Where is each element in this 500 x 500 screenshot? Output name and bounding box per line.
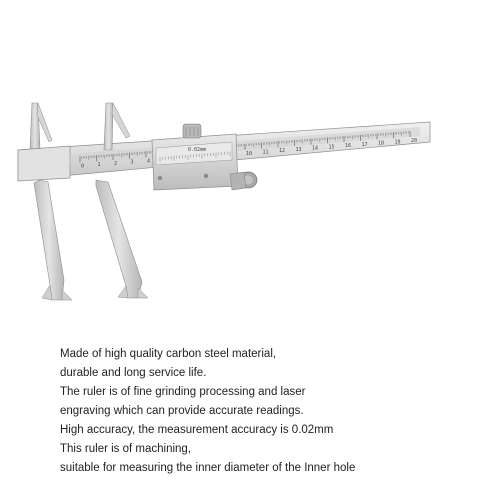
scale-number: 14 [312, 145, 319, 152]
description-line: engraving which can provide accurate readings. [60, 405, 304, 417]
scale-number: 20 [411, 138, 418, 144]
sliding-jaw [96, 103, 257, 298]
scale-number: 2 [114, 160, 118, 167]
scale-number: 11 [262, 149, 269, 156]
description-line: The ruler is of fine grinding processing and laser [60, 386, 306, 398]
description-line: Made of high quality carbon steel material, [60, 348, 277, 360]
description-line: High accuracy, the measurement accuracy is 0.02mm [60, 424, 334, 436]
scale-number: 16 [345, 143, 352, 150]
product-description [60, 345, 480, 478]
scale-number: 1 [97, 162, 101, 169]
description-line: durable and long service life. [60, 367, 207, 379]
scale-number: 4 [147, 158, 151, 165]
description-line: This ruler is of machining, [60, 443, 192, 455]
scale-number: 10 [246, 150, 253, 157]
vernier-label: 0.02mm [188, 147, 207, 153]
scale-number: 0 [81, 163, 85, 170]
description-line: suitable for measuring the inner diameter of the Inner hole [60, 462, 356, 474]
fixed-jaw [30, 103, 72, 300]
scale-number: 19 [394, 139, 401, 146]
scale-number: 15 [328, 144, 335, 151]
scale-number: 12 [279, 148, 286, 155]
scale-number: 3 [130, 159, 134, 166]
scale-number: 17 [361, 141, 368, 148]
scale-number: 18 [378, 140, 385, 147]
scale-number: 13 [295, 146, 302, 153]
